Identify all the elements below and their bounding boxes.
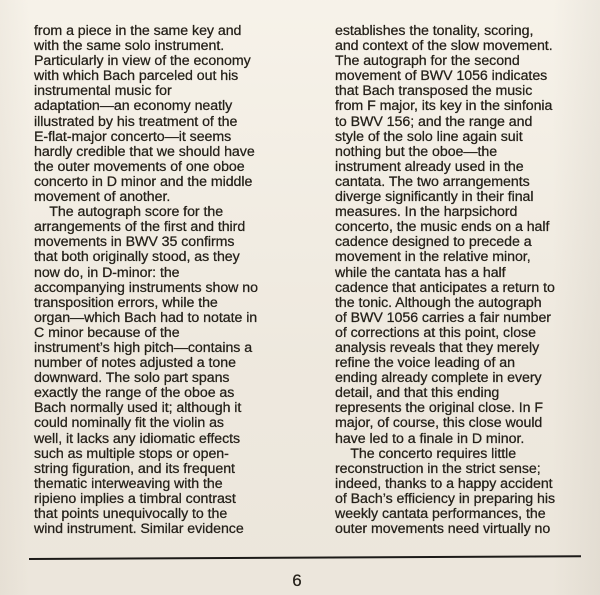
text-line: cadence that anticipates a return to bbox=[335, 279, 555, 296]
text-line: Bach normally used it; although it bbox=[34, 400, 242, 417]
text-line: movement of another. bbox=[34, 189, 171, 206]
text-line: of BWV 1056 carries a fair number bbox=[335, 309, 551, 326]
text-line: ending already complete in every bbox=[335, 370, 542, 387]
footer-rule bbox=[29, 555, 581, 560]
text-line: The concerto requires little bbox=[335, 445, 517, 462]
text-line: refine the voice leading of an bbox=[335, 355, 515, 372]
text-line: nothing but the oboe—the bbox=[335, 143, 498, 160]
text-line: The autograph score for the bbox=[34, 204, 224, 221]
text-line: adaptation—an economy neatly bbox=[34, 98, 233, 115]
text-line: analysis reveals that they merely bbox=[335, 339, 540, 356]
text-line: with which Bach parceled out his bbox=[34, 68, 239, 85]
text-line: such as multiple stops or open- bbox=[34, 445, 229, 462]
text-line: while the cantata has a half bbox=[335, 264, 506, 281]
text-line: indeed, thanks to a happy accident bbox=[335, 475, 553, 492]
text-line: cantata. The two arrangements bbox=[335, 173, 530, 190]
text-line: exactly the range of the oboe as bbox=[34, 385, 235, 402]
text-line: that Bach transposed the music bbox=[335, 83, 533, 100]
text-line: detail, and that this ending bbox=[335, 385, 500, 402]
text-line: weekly cantata performances, the bbox=[335, 506, 546, 522]
text-line: E-flat-major concerto—it seems bbox=[34, 128, 232, 145]
text-line: movements in BWV 35 confirms bbox=[34, 234, 235, 251]
text-line: and context of the slow movement. bbox=[335, 38, 553, 55]
text-line: concerto in D minor and the middle bbox=[34, 173, 253, 190]
page-number: 6 bbox=[292, 571, 302, 590]
text-line: establishes the tonality, scoring, bbox=[335, 23, 534, 39]
text-line: instrument already used in the bbox=[335, 158, 524, 175]
text-line: that both originally stood, as they bbox=[34, 249, 240, 266]
text-line: the tonic. Although the autograph bbox=[335, 294, 542, 311]
text-line: wind instrument. Similar evidence bbox=[34, 521, 244, 538]
text-line: represents the original close. In F bbox=[335, 400, 544, 417]
text-line: movement of BWV 1056 indicates bbox=[335, 68, 548, 85]
text-line: string figuration, and its frequent bbox=[34, 460, 235, 477]
text-line: reconstruction in the strict sense; bbox=[335, 460, 541, 477]
text-line: measures. In the harpsichord bbox=[335, 204, 518, 221]
text-line: well, it lacks any idiomatic effects bbox=[34, 430, 241, 447]
text-line: major, of course, this close would bbox=[335, 415, 543, 432]
text-line: instrument’s high pitch—contains a bbox=[34, 339, 253, 356]
text-line: number of notes adjusted a tone bbox=[34, 355, 236, 372]
text-line: from a piece in the same key and bbox=[34, 23, 242, 39]
text-line: diverge significantly in their final bbox=[335, 189, 534, 206]
text-line: transposition errors, while the bbox=[34, 294, 218, 311]
text-line: outer movements need virtually no bbox=[335, 521, 551, 538]
text-line: hardly credible that we should have bbox=[34, 143, 255, 160]
text-line: the outer movements of one oboe bbox=[34, 158, 245, 175]
text-line: with the same solo instrument. bbox=[34, 38, 225, 55]
text-line: downward. The solo part spans bbox=[34, 370, 230, 387]
text-line: concerto, the music ends on a half bbox=[335, 219, 550, 236]
text-line: style of the solo line again suit bbox=[335, 128, 523, 145]
text-line: organ—which Bach had to notate in bbox=[34, 309, 258, 326]
text-line: accompanying instruments show no bbox=[34, 279, 258, 296]
text-line: have led to a finale in D minor. bbox=[335, 430, 525, 447]
text-line: cadence designed to precede a bbox=[335, 234, 532, 251]
text-line: The autograph for the second bbox=[335, 53, 520, 70]
text-line: from F major, its key in the sinfonia bbox=[335, 98, 553, 115]
left-text-column bbox=[34, 24, 296, 537]
text-line: now do, in D-minor: the bbox=[34, 264, 180, 281]
text-line: of corrections at this point, close bbox=[335, 324, 536, 341]
text-line: illustrated by his treatment of the bbox=[34, 113, 238, 130]
text-line: that points unequivocally to the bbox=[34, 506, 228, 522]
text-line: of Bach’s efficiency in preparing his bbox=[335, 490, 556, 507]
text-line: arrangements of the first and third bbox=[34, 219, 246, 236]
text-line: instrumental music for bbox=[34, 83, 172, 100]
text-line: Particularly in view of the economy bbox=[34, 53, 251, 70]
text-line: to BWV 156; and the range and bbox=[335, 113, 533, 130]
text-line: thematic interweaving with the bbox=[34, 475, 223, 492]
text-line: could nominally fit the violin as bbox=[34, 415, 224, 432]
text-line: C minor because of the bbox=[34, 324, 180, 341]
text-line: ripieno implies a timbral contrast bbox=[34, 490, 236, 507]
right-text-column bbox=[335, 24, 587, 537]
text-line: movement in the relative minor, bbox=[335, 249, 531, 266]
